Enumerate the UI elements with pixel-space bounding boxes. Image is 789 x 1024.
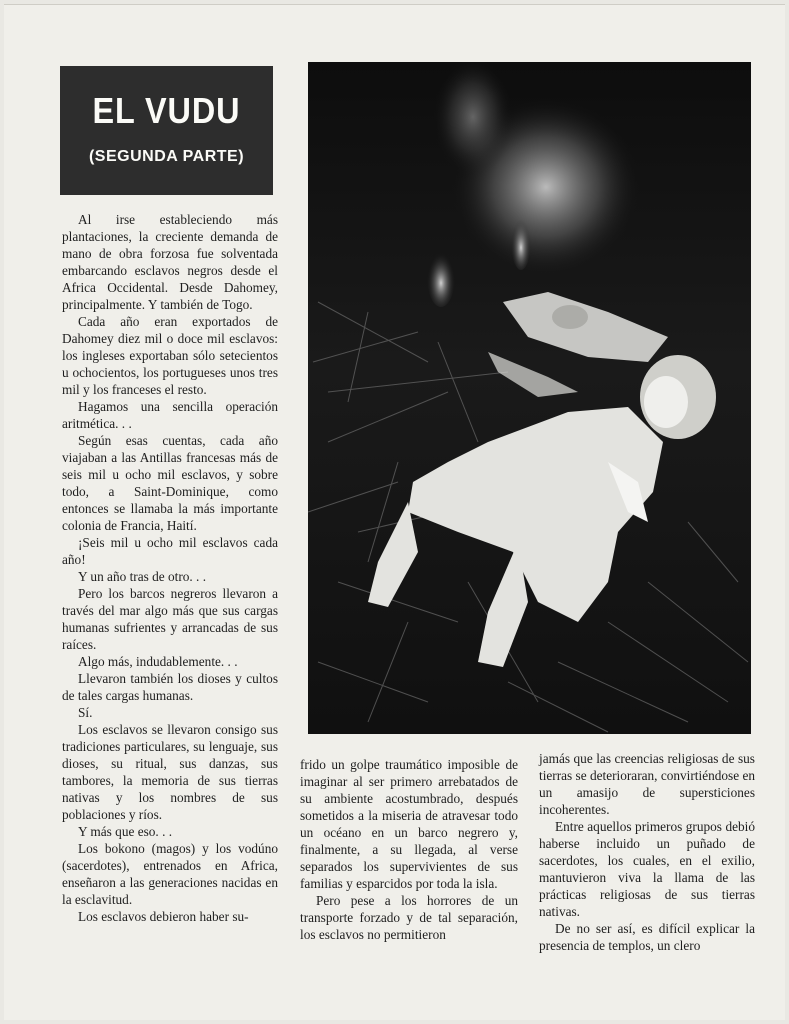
paragraph: frido un golpe traumático imposible de imaginar al ser primero arrebatados de su ambiente acostumbrado, después sometidos a la miseria de atravesar todo un océano en un barco negrero y, finalmente, a su llegada, al verse separados los supervivientes de sus familias y esparcidos por toda la isla.: [300, 757, 518, 891]
title-box: [60, 66, 273, 195]
paragraph: Cada año eran exportados de Dahomey diez mil o doce mil esclavos: los ingleses exportaban sólo setecientos u ochocientos, los portugueses unos tres mil y los franceses el resto.: [62, 314, 278, 397]
paragraph: Y más que eso. . .: [78, 824, 173, 839]
paragraph: Pero pese a los horrores de un transporte forzado y de tal separación, los esclavos no permitieron: [300, 893, 518, 942]
article-title: EL VUDU: [92, 90, 241, 131]
text-column-1: [62, 211, 278, 925]
paragraph: Según esas cuentas, cada año viajaban a las Antillas francesas más de seis mil u ocho mil esclavos, y sobre todo, a Saint-Dominique, como entonces se llamaba la más importante colonia de Francia, Haití.: [62, 433, 278, 533]
voodoo-dolls-photo: [308, 62, 751, 734]
paragraph: jamás que las creencias religiosas de sus tierras se deterioraran, convirtiéndose en un amasijo de supersticiones incoherentes.: [539, 751, 755, 817]
paragraph: Los esclavos se llevaron consigo sus tradiciones particulares, su lenguaje, sus dioses, su ritual, sus danzas, sus tambores, la memoria de sus tierras nativas y los nombres de sus poblaciones y ríos.: [62, 722, 278, 822]
paragraph: ¡Seis mil u ocho mil esclavos cada año!: [62, 535, 278, 567]
paragraph: Los bokono (magos) y los vodúno (sacerdotes), entrenados en Africa, enseñaron a las generaciones nacidas en la esclavitud.: [62, 841, 278, 907]
paragraph: Sí.: [78, 705, 93, 720]
paragraph: Al irse estableciendo más plantaciones, la creciente demanda de mano de obra forzosa fue solventada embarcando esclavos negros desde el Africa Occidental. Desde Dahomey, principalmente. Y también de Togo.: [62, 212, 278, 312]
paragraph: Hagamos una sencilla operación aritmética. . .: [62, 399, 278, 431]
paragraph: De no ser así, es difícil explicar la presencia de templos, un clero: [539, 921, 755, 953]
text-column-3: [539, 750, 755, 954]
paragraph: Llevaron también los dioses y cultos de tales cargas humanas.: [62, 671, 278, 703]
paragraph: Y un año tras de otro. . .: [78, 569, 207, 584]
text-column-2: [300, 756, 518, 943]
paragraph: Algo más, indudablemente. . .: [78, 654, 238, 669]
paragraph: Entre aquellos primeros grupos debió haberse incluido un puñado de sacerdotes, los cuales, en el exilio, mantuvieron viva la llama de las prácticas religiosas de sus tierras nativas.: [539, 819, 755, 919]
article-subtitle: (SEGUNDA PARTE): [88, 148, 245, 165]
paragraph: Los esclavos debieron haber su-: [78, 909, 249, 924]
photo-illustration: [308, 62, 751, 734]
paragraph: Pero los barcos negreros llevaron a través del mar algo más que sus cargas humanas sufrientes y arrancadas de sus raíces.: [62, 586, 278, 652]
